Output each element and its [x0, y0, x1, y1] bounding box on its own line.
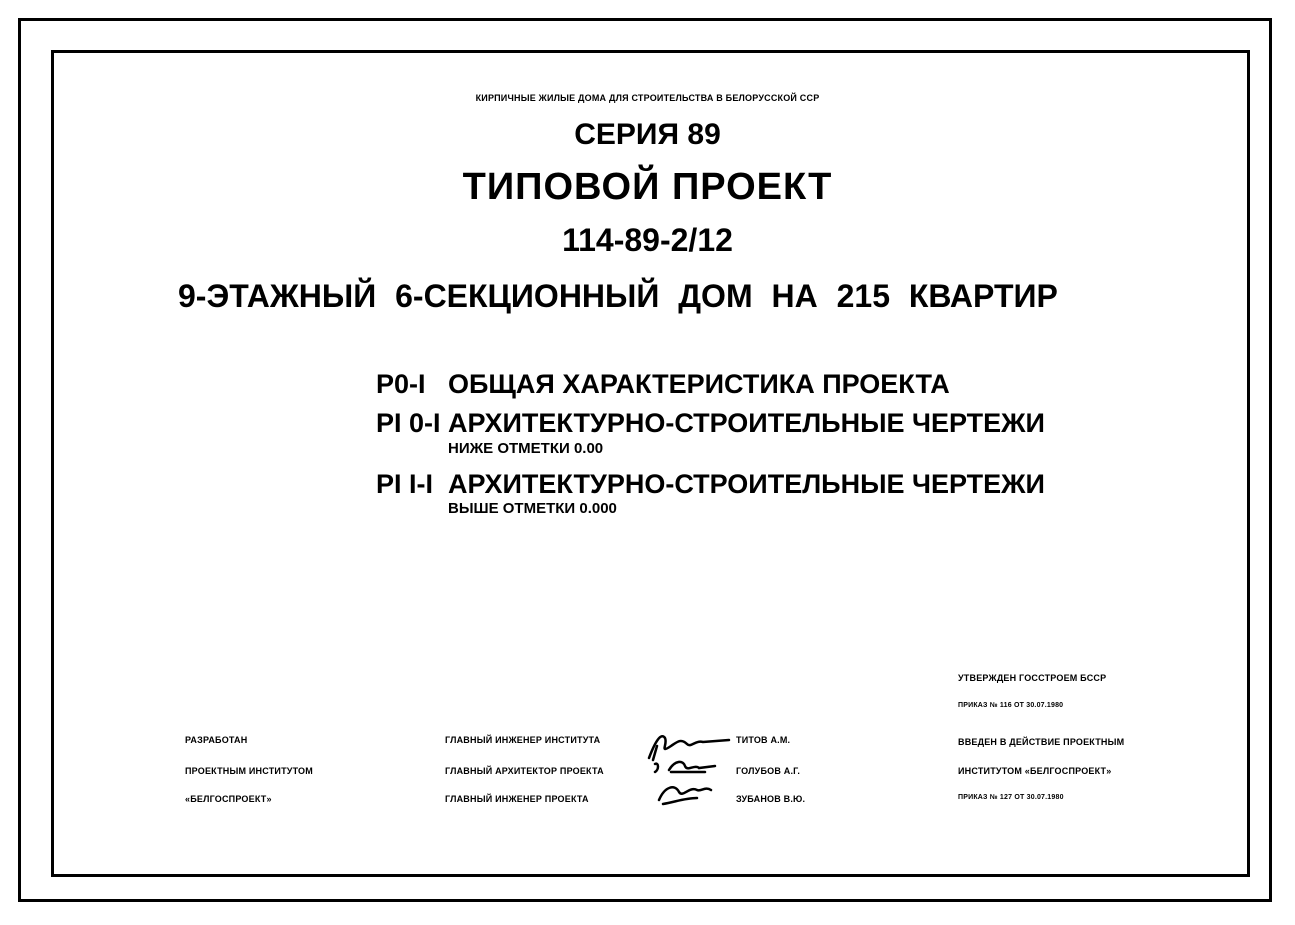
section-subtitle: ВЫШЕ ОТМЕТКИ 0.000 [448, 500, 617, 517]
approval-line: ПРИКАЗ № 116 ОТ 30.07.1980 [958, 702, 1064, 709]
developer-line: «БЕЛГОСПРОЕКТ» [185, 794, 272, 804]
section-code: РI I-I [376, 469, 434, 499]
approval-line: ИНСТИТУТОМ «БЕЛГОСПРОЕКТ» [958, 766, 1112, 776]
house-description: 9-ЭТАЖНЫЙ 6-СЕКЦИОННЫЙ ДОМ НА 215 КВАРТИР [178, 278, 1058, 314]
staff-name: ЗУБАНОВ В.Ю. [736, 794, 806, 804]
staff-name: ГОЛУБОВ А.Г. [736, 766, 801, 776]
section-code: Р0-I [376, 369, 426, 399]
section-subtitle: НИЖЕ ОТМЕТКИ 0.00 [448, 440, 604, 457]
supertitle: КИРПИЧНЫЕ ЖИЛЫЕ ДОМА ДЛЯ СТРОИТЕЛЬСТВА В БЕЛОРУССКОЙ ССР [475, 93, 820, 103]
section-code: РI 0-I [376, 408, 441, 438]
signatures [645, 724, 735, 816]
section-title: АРХИТЕКТУРНО-СТРОИТЕЛЬНЫЕ ЧЕРТЕЖИ [448, 469, 1045, 499]
project-label: ТИПОВОЙ ПРОЕКТ [462, 166, 833, 208]
staff-name: ТИТОВ А.М. [736, 735, 791, 745]
staff-role: ГЛАВНЫЙ ИНЖЕНЕР ИНСТИТУТА [445, 735, 601, 745]
developer-line: РАЗРАБОТАН [185, 735, 248, 745]
series-title: СЕРИЯ 89 [574, 118, 721, 151]
project-number: 114-89-2/12 [562, 222, 733, 258]
section-title: АРХИТЕКТУРНО-СТРОИТЕЛЬНЫЕ ЧЕРТЕЖИ [448, 408, 1045, 438]
staff-role: ГЛАВНЫЙ АРХИТЕКТОР ПРОЕКТА [445, 766, 604, 776]
approval-line: ПРИКАЗ № 127 ОТ 30.07.1980 [958, 794, 1064, 801]
developer-line: ПРОЕКТНЫМ ИНСТИТУТОМ [185, 766, 313, 776]
section-title: ОБЩАЯ ХАРАКТЕРИСТИКА ПРОЕКТА [448, 369, 950, 399]
staff-role: ГЛАВНЫЙ ИНЖЕНЕР ПРОЕКТА [445, 794, 589, 804]
approval-line: ВВЕДЕН В ДЕЙСТВИЕ ПРОЕКТНЫМ [958, 737, 1125, 747]
approval-line: УТВЕРЖДЕН ГОССТРОЕМ БССР [958, 673, 1107, 683]
